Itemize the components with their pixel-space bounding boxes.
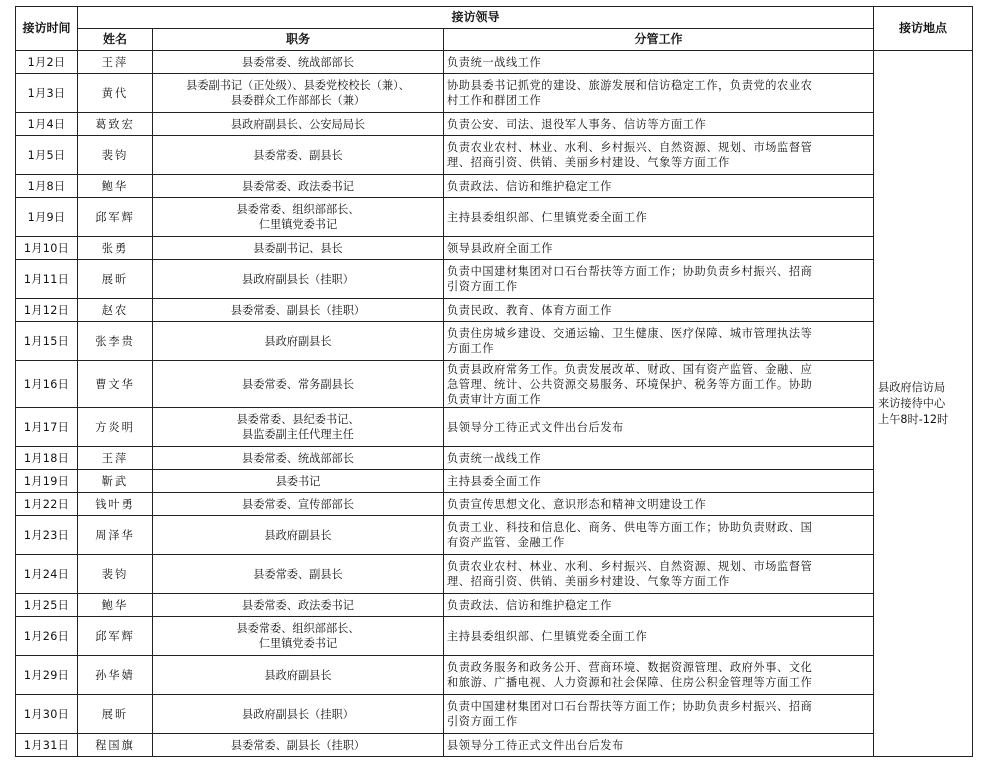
cell-duty [444, 447, 874, 470]
cell-duty [444, 617, 874, 656]
cell-name: 赵农 [78, 299, 153, 322]
cell-position [153, 656, 444, 695]
cell-date: 1月17日 [16, 408, 78, 447]
duty-line: 主持县委组织部、仁里镇党委全面工作 [447, 210, 648, 224]
duty-line: 和旅游、广播电视、人力资源和社会保障、住房公积金管理等方面工作 [447, 676, 813, 689]
position-line: 县政府副县长 [264, 528, 332, 542]
position-line: 县委副书记（正处级）、县委党校校长（兼）、 [186, 79, 410, 92]
cell-name: 靳武 [78, 470, 153, 493]
position-line: 县委常委、政法委书记 [242, 598, 354, 612]
position-line: 县委群众工作部部长（兼） [230, 94, 366, 107]
cell-date: 1月4日 [16, 113, 78, 136]
duty-line: 负责政法、信访和维护稳定工作 [447, 179, 613, 193]
cell-position [153, 51, 444, 74]
position-line: 县委常委、组织部部长、 [236, 622, 360, 635]
position-line: 县委常委、县纪委书记、 [236, 413, 360, 426]
cell-position [153, 74, 444, 113]
cell-position [153, 516, 444, 555]
duty-line: 方面工作 [447, 342, 495, 355]
cell-position [153, 594, 444, 617]
cell-date: 1月12日 [16, 299, 78, 322]
cell-date: 1月3日 [16, 74, 78, 113]
cell-date: 1月23日 [16, 516, 78, 555]
position-line: 县政府副县长 [264, 334, 332, 348]
header-time: 接访时间 [16, 7, 78, 51]
position-line: 县政府副县长（挂职） [242, 272, 354, 286]
cell-duty [444, 734, 874, 757]
cell-position [153, 136, 444, 175]
table-row [16, 198, 973, 237]
table-row [16, 260, 973, 299]
cell-date: 1月31日 [16, 734, 78, 757]
header-position: 职务 [153, 29, 444, 51]
cell-date: 1月5日 [16, 136, 78, 175]
header-leader-group: 接访领导 [78, 7, 874, 29]
cell-date: 1月26日 [16, 617, 78, 656]
duty-line: 负责统一战线工作 [447, 55, 542, 69]
cell-duty [444, 74, 874, 113]
cell-name: 钱叶勇 [78, 493, 153, 516]
table-row [16, 136, 973, 175]
cell-duty [444, 555, 874, 594]
cell-position [153, 175, 444, 198]
cell-date: 1月29日 [16, 656, 78, 695]
cell-name: 裴钧 [78, 555, 153, 594]
cell-duty [444, 656, 874, 695]
cell-position [153, 237, 444, 260]
cell-duty [444, 594, 874, 617]
position-line: 县委常委、组织部部长、 [236, 203, 360, 216]
duty-line: 引资方面工作 [447, 715, 518, 728]
duty-line: 负责统一战线工作 [447, 451, 542, 465]
table-row [16, 322, 973, 361]
position-line: 县委常委、宣传部部长 [242, 497, 354, 511]
cell-position [153, 447, 444, 470]
location-line: 来访接待中心 [878, 396, 946, 410]
duty-line: 县领导分工待正式文件出台后发布 [447, 738, 624, 752]
duty-line: 理、招商引资、供销、美丽乡村建设、气象等方面工作 [447, 575, 730, 588]
duty-line: 有资产监管、金融工作 [447, 536, 565, 549]
duty-line: 负责政法、信访和维护稳定工作 [447, 598, 613, 612]
table-row [16, 175, 973, 198]
duty-line: 负责县政府常务工作。负责发展改革、财政、国有资产监管、金融、应 [447, 362, 813, 376]
cell-position [153, 617, 444, 656]
position-line: 县委常委、副县长 [253, 148, 343, 162]
cell-duty [444, 113, 874, 136]
cell-duty [444, 493, 874, 516]
table-row [16, 361, 973, 408]
table-row [16, 74, 973, 113]
cell-name: 张李贵 [78, 322, 153, 361]
cell-date: 1月16日 [16, 361, 78, 408]
cell-position [153, 493, 444, 516]
table-row [16, 516, 973, 555]
table-row [16, 470, 973, 493]
cell-position [153, 695, 444, 734]
duty-line: 负责工业、科技和信息化、商务、供电等方面工作；协助负责财政、国 [447, 521, 813, 534]
cell-date: 1月2日 [16, 51, 78, 74]
cell-name: 邱军辉 [78, 617, 153, 656]
table-row [16, 695, 973, 734]
cell-position [153, 408, 444, 447]
header-name: 姓名 [78, 29, 153, 51]
duty-line: 引资方面工作 [447, 280, 518, 293]
cell-position [153, 734, 444, 757]
duty-line: 负责审计方面工作 [447, 392, 542, 406]
header-location: 接访地点 [874, 7, 973, 51]
header-duty: 分管工作 [444, 29, 874, 51]
table-row [16, 113, 973, 136]
duty-line: 负责农业农村、林业、水利、乡村振兴、自然资源、规划、市场监督管 [447, 560, 813, 573]
duty-line: 主持县委全面工作 [447, 474, 542, 488]
cell-date: 1月9日 [16, 198, 78, 237]
cell-duty [444, 361, 874, 408]
location-line: 县政府信访局 [878, 380, 946, 394]
position-line: 县委副书记、县长 [253, 241, 343, 255]
duty-line: 理、招商引资、供销、美丽乡村建设、气象等方面工作 [447, 156, 730, 169]
cell-name: 黄代 [78, 74, 153, 113]
cell-position [153, 361, 444, 408]
cell-location [874, 51, 973, 757]
table-row [16, 237, 973, 260]
duty-line: 负责农业农村、林业、水利、乡村振兴、自然资源、规划、市场监督管 [447, 141, 813, 154]
cell-duty [444, 175, 874, 198]
cell-duty [444, 470, 874, 493]
cell-name: 展昕 [78, 260, 153, 299]
table-row [16, 656, 973, 695]
duty-line: 领导县政府全面工作 [447, 241, 554, 255]
location-line: 上午8时-12时 [878, 412, 949, 426]
table-row [16, 447, 973, 470]
cell-date: 1月18日 [16, 447, 78, 470]
position-line: 仁里镇党委书记 [258, 218, 338, 231]
cell-duty [444, 695, 874, 734]
cell-date: 1月25日 [16, 594, 78, 617]
reception-schedule-table [15, 6, 973, 757]
duty-line: 负责住房城乡建设、交通运输、卫生健康、医疗保障、城市管理执法等 [447, 327, 813, 340]
cell-name: 裴钧 [78, 136, 153, 175]
table-row [16, 299, 973, 322]
cell-date: 1月22日 [16, 493, 78, 516]
cell-name: 王萍 [78, 447, 153, 470]
duty-line: 负责中国建材集团对口石台帮扶等方面工作；协助负责乡村振兴、招商 [447, 700, 813, 713]
schedule-document [15, 6, 973, 757]
cell-date: 1月10日 [16, 237, 78, 260]
position-line: 县委常委、副县长 [253, 567, 343, 581]
cell-name: 曹文华 [78, 361, 153, 408]
cell-position [153, 322, 444, 361]
cell-position [153, 198, 444, 237]
table-row [16, 617, 973, 656]
cell-position [153, 299, 444, 322]
position-line: 县委常委、副县长（挂职） [230, 303, 366, 317]
cell-date: 1月15日 [16, 322, 78, 361]
cell-name: 邱军辉 [78, 198, 153, 237]
cell-name: 鲍华 [78, 594, 153, 617]
table-row [16, 408, 973, 447]
cell-duty [444, 322, 874, 361]
position-line: 仁里镇党委书记 [258, 637, 338, 650]
cell-name: 孙华婧 [78, 656, 153, 695]
position-line: 县委常委、政法委书记 [242, 179, 354, 193]
cell-duty [444, 260, 874, 299]
position-line: 县政府副县长（挂职） [242, 707, 354, 721]
duty-line: 县领导分工待正式文件出台后发布 [447, 420, 624, 434]
cell-date: 1月11日 [16, 260, 78, 299]
position-line: 县政府副县长、公安局局长 [230, 117, 366, 131]
cell-duty [444, 51, 874, 74]
cell-name: 葛致宏 [78, 113, 153, 136]
cell-duty [444, 136, 874, 175]
position-line: 县委常委、常务副县长 [242, 377, 354, 391]
cell-name: 张勇 [78, 237, 153, 260]
cell-date: 1月8日 [16, 175, 78, 198]
cell-duty [444, 198, 874, 237]
cell-name: 展昕 [78, 695, 153, 734]
cell-date: 1月19日 [16, 470, 78, 493]
table-row [16, 493, 973, 516]
cell-date: 1月30日 [16, 695, 78, 734]
table-row [16, 51, 973, 74]
cell-duty [444, 299, 874, 322]
duty-line: 负责民政、教育、体育方面工作 [447, 303, 613, 317]
duty-line: 负责宣传思想文化、意识形态和精神文明建设工作 [447, 497, 707, 511]
duty-line: 负责中国建材集团对口石台帮扶等方面工作；协助负责乡村振兴、招商 [447, 265, 813, 278]
duty-line: 负责政务服务和政务公开、营商环境、数据资源管理、政府外事、文化 [447, 661, 813, 674]
duty-line: 协助县委书记抓党的建设、旅游发展和信访稳定工作，负责党的农业农 [447, 79, 813, 92]
cell-name: 程国旗 [78, 734, 153, 757]
cell-name: 周泽华 [78, 516, 153, 555]
cell-duty [444, 408, 874, 447]
cell-position [153, 260, 444, 299]
cell-position [153, 555, 444, 594]
header-row-top [16, 7, 973, 29]
cell-duty [444, 237, 874, 260]
duty-line: 急管理、统计、公共资源交易服务、环境保护、税务等方面工作。协助 [447, 377, 813, 391]
position-line: 县监委副主任代理主任 [242, 428, 354, 441]
table-body [16, 51, 973, 757]
table-row [16, 734, 973, 757]
duty-line: 村工作和群团工作 [447, 94, 542, 107]
duty-line: 主持县委组织部、仁里镇党委全面工作 [447, 629, 648, 643]
cell-position [153, 113, 444, 136]
table-row [16, 594, 973, 617]
position-line: 县委常委、统战部部长 [242, 55, 354, 69]
position-line: 县委书记 [275, 474, 321, 488]
cell-duty [444, 516, 874, 555]
cell-name: 王萍 [78, 51, 153, 74]
cell-name: 方炎明 [78, 408, 153, 447]
cell-position [153, 470, 444, 493]
cell-date: 1月24日 [16, 555, 78, 594]
header-row-sub [16, 29, 973, 51]
position-line: 县政府副县长 [264, 668, 332, 682]
position-line: 县委常委、统战部部长 [242, 451, 354, 465]
duty-line: 负责公安、司法、退役军人事务、信访等方面工作 [447, 117, 707, 131]
table-row [16, 555, 973, 594]
position-line: 县委常委、副县长（挂职） [230, 738, 366, 752]
cell-name: 鲍华 [78, 175, 153, 198]
